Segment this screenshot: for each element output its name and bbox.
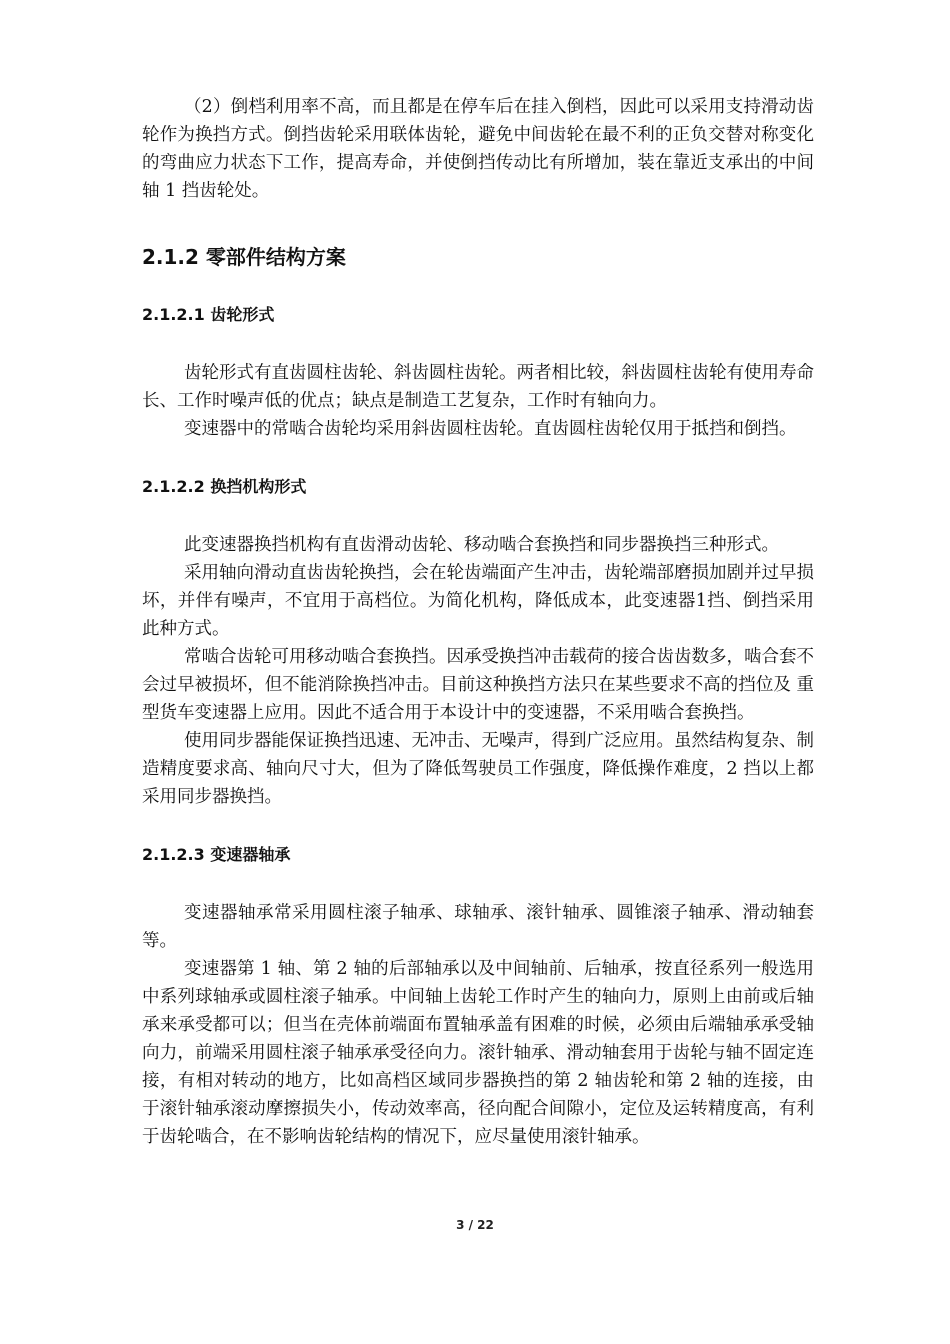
intro-paragraph: （2）倒档利用率不高，而且都是在停车后在挂入倒档，因此可以采用支持滑动齿轮作为换挡方式。倒挡齿轮采用联体齿轮，避免中间齿轮在最不利的正负交替对称变化的弯曲应力状态下工作，提高寿命，并使倒挡传动比有所增加，装在靠近支承出的中间轴 1 挡齿轮处。 bbox=[142, 97, 814, 201]
bearings-paragraph-2: 变速器第 1 轴、第 2 轴的后部轴承以及中间轴前、后轴承，按直径系列一般选用中系列球轴承或圆柱滚子轴承。中间轴上齿轮工作时产生的轴向力，原则上由前或后轴承来承受都可以；但当在壳体前端面布置轴承盖有困难的时候，必须由后端轴承承受轴向力，前端采用圆柱滚子轴承承受径向力。滚针轴承、滑动轴套用于齿轮与轴不固定连接，有相对转动的地方，比如高档区域同步器换挡的第 2 轴齿轮和第 2 轴的连接，由于滚针轴承滚动摩擦损失小，传动效率高，径向配合间隙小，定位及运转精度高，有利于齿轮啮合，在不影响齿轮结构的情况下，应尽量使用滚针轴承。 bbox=[142, 959, 814, 1147]
subsection-heading-gear-form: 2.1.2.1 齿轮形式 bbox=[142, 305, 275, 324]
section-heading: 2.1.2 零部件结构方案 bbox=[142, 245, 346, 269]
page-content bbox=[142, 93, 814, 1151]
gear-form-paragraph-2: 变速器中的常啮合齿轮均采用斜齿圆柱齿轮。直齿圆柱齿轮仅用于抵挡和倒挡。 bbox=[184, 419, 797, 439]
shift-mechanism-paragraph-3: 常啮合齿轮可用移动啮合套换挡。因承受换挡冲击载荷的接合齿齿数多，啮合套不会过早被损坏，但不能消除换挡冲击。目前这种换挡方法只在某些要求不高的挡位及 重型货车变速器上应用。因此不适合用于本设计中的变速器，不采用啮合套换挡。 bbox=[142, 647, 814, 723]
shift-mechanism-paragraph-4: 使用同步器能保证换挡迅速、无冲击、无噪声，得到广泛应用。虽然结构复杂、制造精度要求高、轴向尺寸大，但为了降低驾驶员工作强度，降低操作难度，2 挡以上都采用同步器换挡。 bbox=[142, 731, 814, 807]
page-number: 3 / 22 bbox=[456, 1218, 494, 1232]
gear-form-paragraph-1: 齿轮形式有直齿圆柱齿轮、斜齿圆柱齿轮。两者相比较，斜齿圆柱齿轮有使用寿命长、工作时噪声低的优点；缺点是制造工艺复杂，工作时有轴向力。 bbox=[142, 363, 814, 411]
shift-mechanism-paragraph-1: 此变速器换挡机构有直齿滑动齿轮、移动啮合套换挡和同步器换挡三种形式。 bbox=[184, 535, 779, 555]
shift-mechanism-paragraph-2: 采用轴向滑动直齿齿轮换挡，会在轮齿端面产生冲击，齿轮端部磨损加剧并过早损坏，并伴有噪声，不宜用于高档位。为简化机构，降低成本，此变速器1挡、倒挡采用此种方式。 bbox=[142, 563, 814, 639]
subsection-heading-shift-mechanism: 2.1.2.2 换挡机构形式 bbox=[142, 477, 307, 496]
bearings-paragraph-1: 变速器轴承常采用圆柱滚子轴承、球轴承、滚针轴承、圆锥滚子轴承、滑动轴套等。 bbox=[142, 903, 814, 951]
subsection-heading-bearings: 2.1.2.3 变速器轴承 bbox=[142, 845, 291, 864]
